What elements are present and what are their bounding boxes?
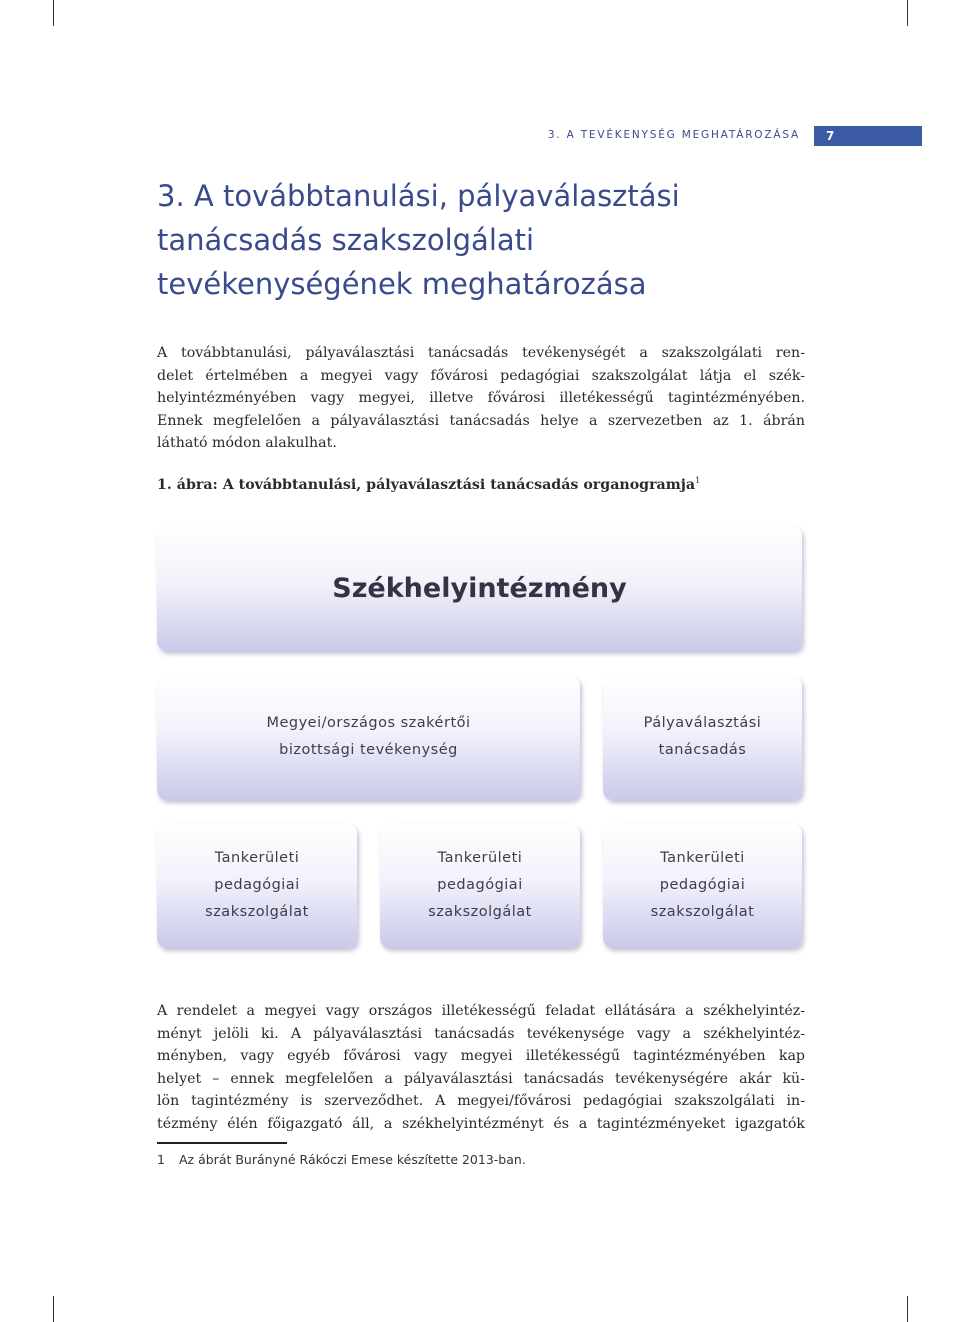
text-line: helyintézményében vagy megyei, illetve fővárosi illetékességű tagintézményében. — [157, 390, 805, 406]
text-line: delet értelmében a megyei vagy fővárosi pedagógiai szakszolgálat látja el szék- — [157, 367, 805, 384]
running-head-section: 3. A TEVÉKENYSÉG MEGHATÁROZÁSA — [547, 129, 800, 141]
intro-paragraph — [157, 342, 805, 455]
footnote-text: Az ábrát Burányné Rákóczi Emese készítette 2013-ban. — [179, 1152, 526, 1167]
crop-mark — [53, 0, 54, 26]
org-box-career-counseling — [603, 676, 802, 800]
org-box-line: pedagógiai — [437, 877, 523, 893]
org-box-district-service — [380, 824, 580, 948]
footnote-number: 1 — [157, 1152, 165, 1167]
crop-mark — [907, 1296, 908, 1322]
org-box-district-service — [157, 824, 357, 948]
org-box-line: bizottsági tevékenység — [279, 742, 458, 758]
chapter-title-line: tevékenységének meghatározása — [157, 267, 647, 301]
text-line: látható módon alakulhat. — [157, 435, 337, 451]
crop-mark — [907, 0, 908, 26]
running-head — [547, 126, 922, 146]
org-box-district-service — [603, 824, 802, 948]
chapter-title-line: 3. A továbbtanulási, pályaválasztási — [157, 179, 680, 213]
org-box-line: pedagógiai — [214, 877, 300, 893]
text-line: ményt jelöli ki. A pályaválasztási tanácsadás tevékenysége vagy a székhelyintéz- — [157, 1025, 805, 1042]
text-line: A rendelet a megyei vagy országos illetékességű feladat ellátására a székhelyintéz- — [157, 1003, 805, 1019]
org-box-line: Tankerületi — [660, 850, 745, 866]
org-box-line: pedagógiai — [659, 877, 746, 893]
figure-caption-text: 1. ábra: A továbbtanulási, pályaválasztási tanácsadás organogramja — [157, 477, 696, 493]
footnote-ref: 1 — [695, 476, 701, 485]
org-box-line: Megyei/országos szakértői — [266, 715, 471, 731]
footnote — [157, 1152, 526, 1167]
org-box-headquarters: Székhelyintézmény — [157, 526, 802, 651]
org-box-line: Tankerületi — [437, 850, 523, 866]
org-box-line: szakszolgálat — [428, 904, 532, 920]
text-line: ményben, vagy egyéb fővárosi vagy megyei illetékességű tagintézményében kap — [157, 1048, 805, 1064]
org-box-line: tanácsadás — [658, 742, 747, 758]
chapter-title — [157, 174, 797, 306]
org-box-line: Tankerületi — [214, 850, 300, 866]
text-line: lön tagintézmény is szerveződhet. A megyei/fővárosi pedagógiai szakszolgálati in- — [157, 1093, 805, 1109]
org-box-line: Pályaválasztási — [643, 715, 762, 731]
text-line: tézmény élén főigazgató áll, a székhelyintézményt és a tagintézményeket igazgatók — [157, 1115, 805, 1132]
org-box-expert-committee — [157, 676, 580, 800]
body-paragraph — [157, 1000, 805, 1135]
page-number: 7 — [814, 126, 922, 146]
org-box-line: szakszolgálat — [650, 904, 755, 920]
crop-mark — [53, 1296, 54, 1322]
chapter-title-line: tanácsadás szakszolgálati — [157, 223, 535, 257]
figure-caption — [157, 476, 700, 493]
org-box-line: szakszolgálat — [205, 904, 309, 920]
text-line: A továbbtanulási, pályaválasztási tanácsadás tevékenységét a szakszolgálati ren- — [157, 345, 805, 361]
text-line: Ennek megfelelően a pályaválasztási tanácsadás helye a szervezetben az 1. ábrán — [157, 412, 805, 429]
footnote-divider — [157, 1142, 287, 1144]
text-line: helyet – ennek megfelelően a pályaválasztási tanácsadás tevékenységére akár kü- — [157, 1070, 805, 1087]
